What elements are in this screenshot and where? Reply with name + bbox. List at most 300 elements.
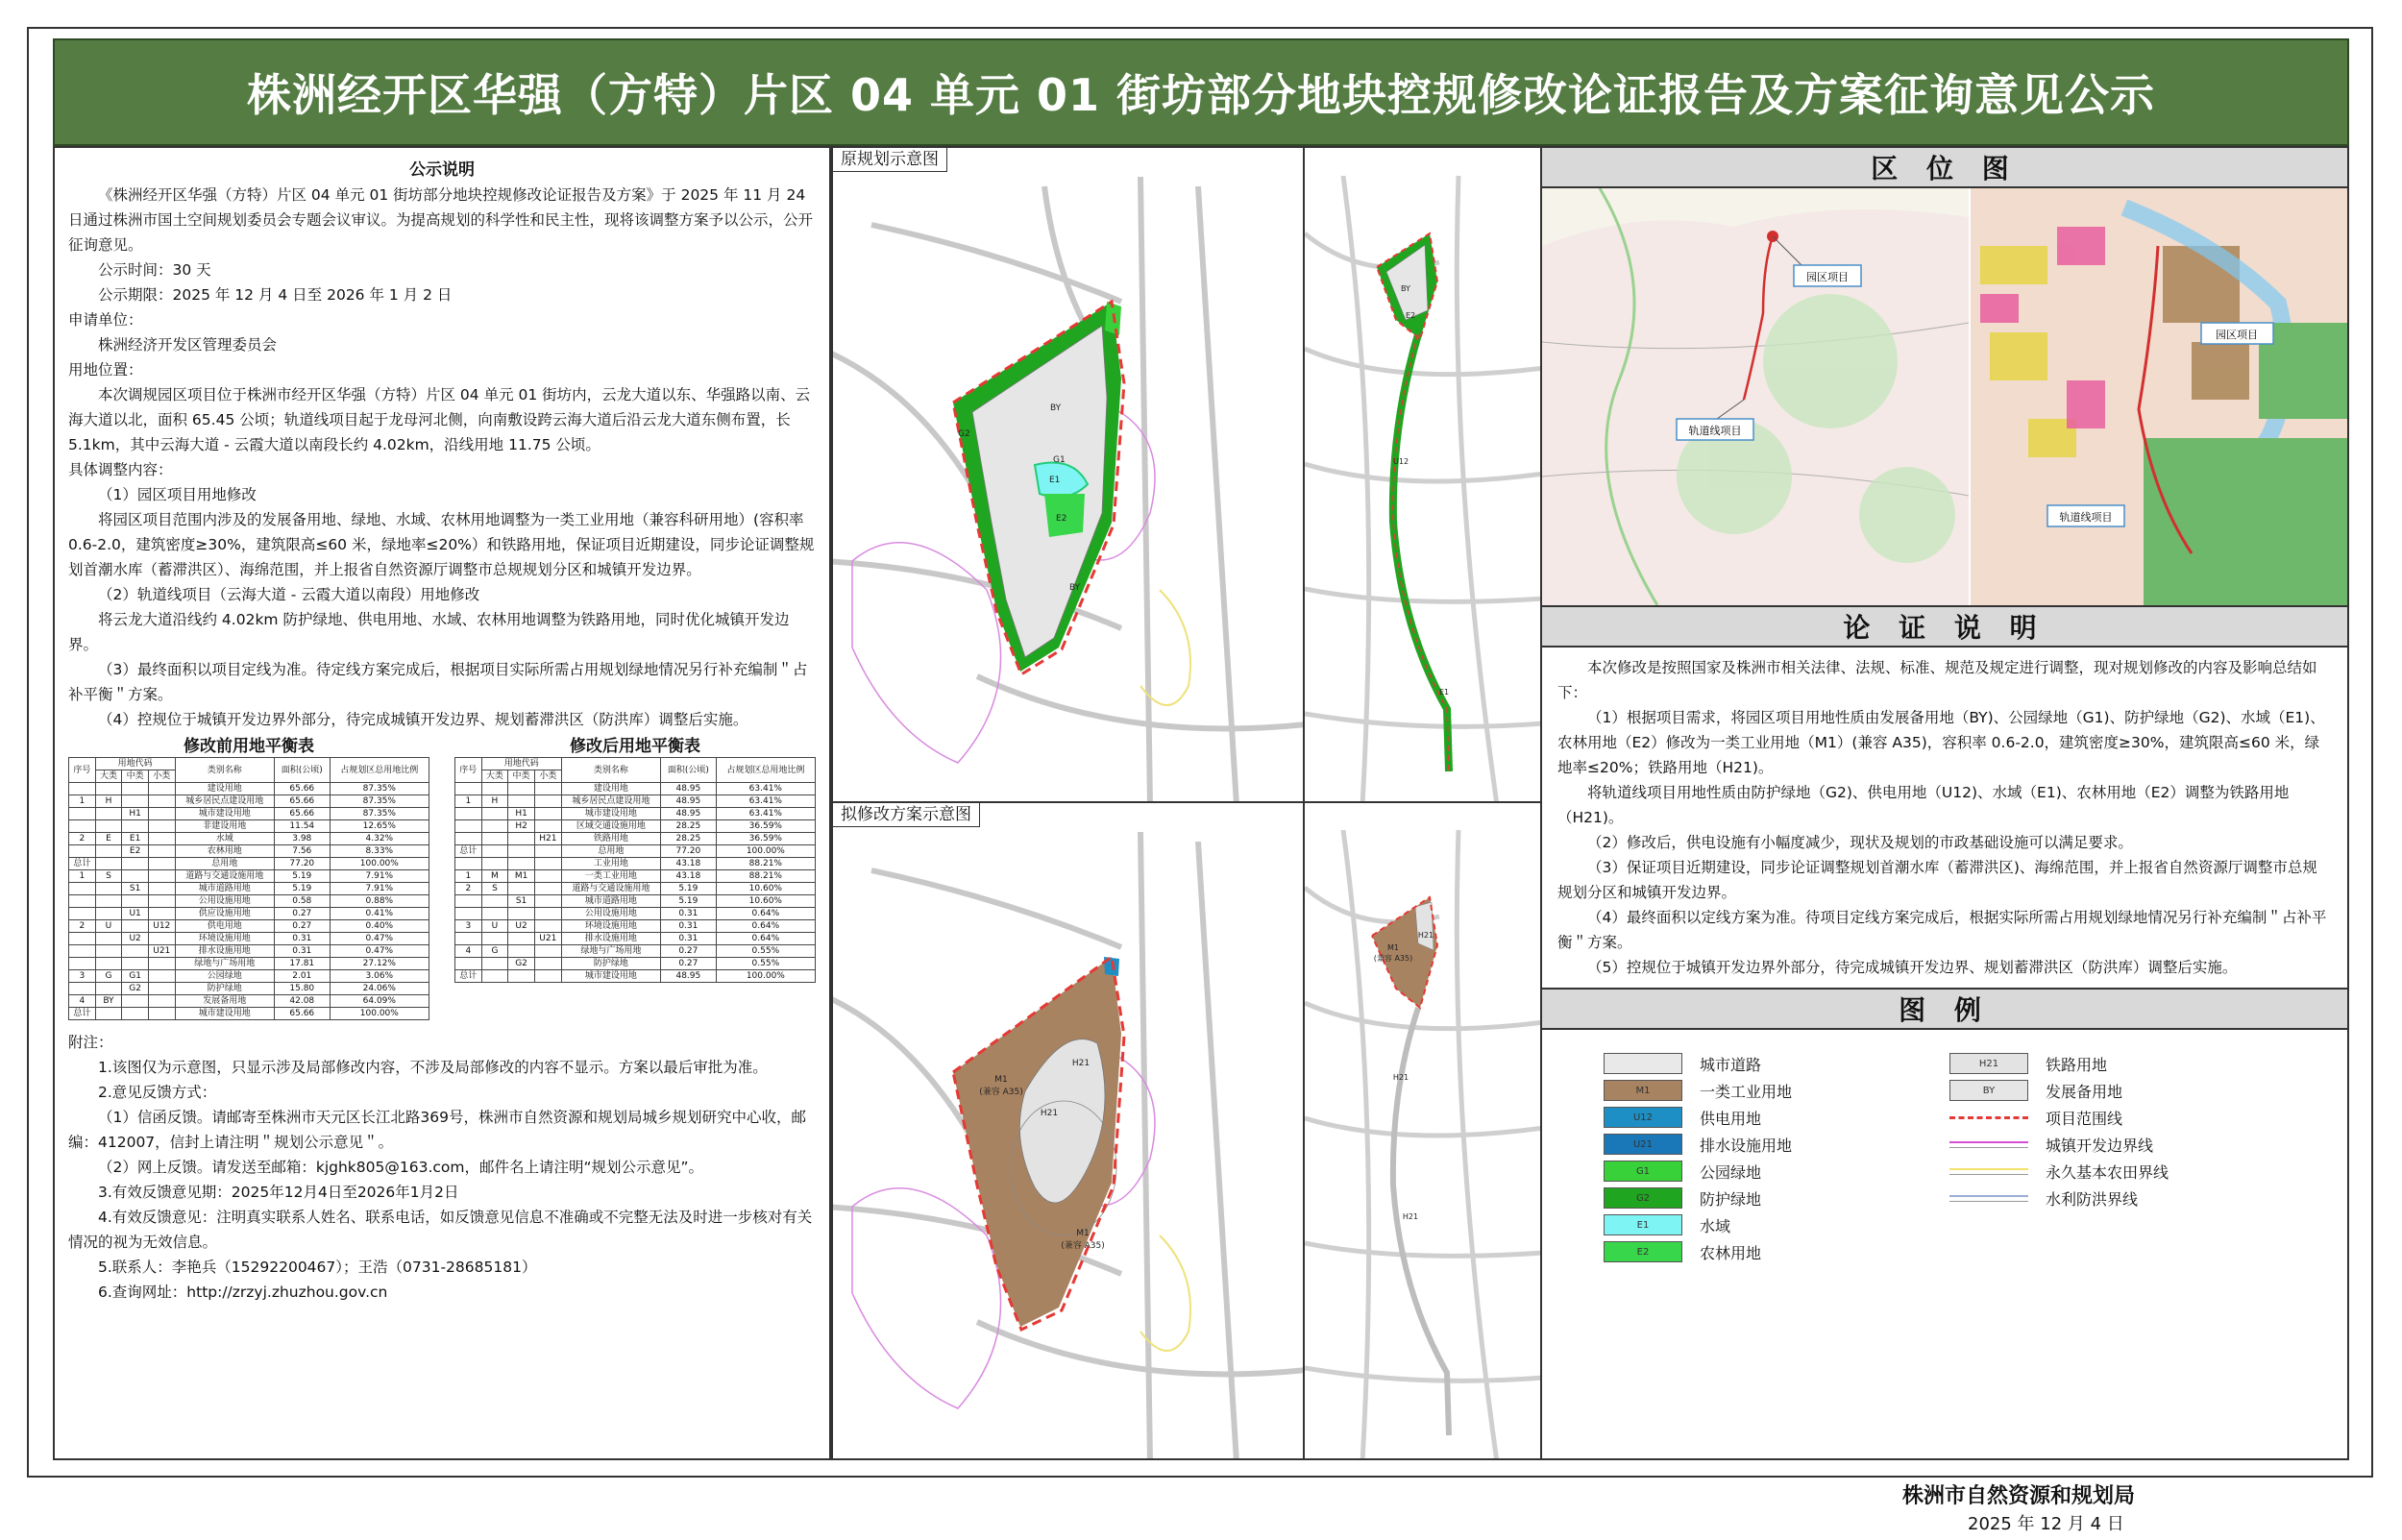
legend-swatch: H21 bbox=[1949, 1053, 2028, 1074]
table-cell bbox=[122, 858, 149, 870]
table-after-title: 修改后用地平衡表 bbox=[570, 737, 700, 756]
table-cell bbox=[534, 870, 561, 883]
table-cell: 4 bbox=[455, 945, 482, 958]
note-4: 4.有效反馈意见：注明真实联系人姓名、联系电话，如反馈意见信息不准确或不完整无法及时进一步核对有关情况的视为无效信息。 bbox=[68, 1209, 813, 1251]
table-cell bbox=[95, 983, 122, 995]
new-label-m1: M1 bbox=[994, 1075, 1008, 1085]
orig-map-rail bbox=[1303, 174, 1542, 803]
th-area: 面积(公顷) bbox=[661, 758, 717, 783]
table-cell: S1 bbox=[122, 883, 149, 895]
table-cell bbox=[508, 845, 535, 858]
table-row bbox=[455, 958, 816, 970]
table-row bbox=[455, 908, 816, 920]
th-seq: 序号 bbox=[69, 758, 96, 783]
table-cell: 7.56 bbox=[274, 845, 330, 858]
table-cell: 100.00% bbox=[716, 845, 815, 858]
location-heading: 区 位 图 bbox=[1542, 148, 2347, 188]
argument-1b: 将轨道线项目用地性质由防护绿地（G2)、供电用地（U12)、水域（E1)、农林用地（E2）调整为铁路用地（H21)。 bbox=[1557, 784, 2290, 826]
table-cell: 城乡居民点建设用地 bbox=[561, 795, 660, 808]
table-cell bbox=[69, 958, 96, 970]
notice-panel bbox=[53, 146, 831, 1460]
table-cell: 36.59% bbox=[716, 833, 815, 845]
legend-label: 防护绿地 bbox=[1700, 1189, 1762, 1209]
orig-label-by2: BY bbox=[1069, 583, 1081, 593]
content-label: 具体调整内容： bbox=[68, 461, 173, 478]
notes-heading: 附注： bbox=[68, 1034, 113, 1051]
legend-line bbox=[1949, 1141, 2028, 1148]
legend-item bbox=[1949, 1187, 2286, 1209]
table-cell: BY bbox=[95, 995, 122, 1008]
table-row bbox=[69, 870, 429, 883]
table-cell bbox=[534, 845, 561, 858]
table-row bbox=[69, 808, 429, 820]
table-cell: G1 bbox=[122, 970, 149, 983]
table-row bbox=[69, 933, 429, 945]
orig-map-rail-svg bbox=[1305, 176, 1542, 803]
table-cell bbox=[148, 908, 175, 920]
table-cell: 城市建设用地 bbox=[561, 970, 660, 983]
legend-swatch: U12 bbox=[1604, 1107, 1682, 1128]
rail-label-by: BY bbox=[1401, 284, 1410, 293]
table-cell: H bbox=[95, 795, 122, 808]
table-cell: 5.19 bbox=[661, 895, 717, 908]
legend-line-swatch bbox=[1949, 1161, 2028, 1182]
table-cell: 总计 bbox=[69, 1008, 96, 1020]
table-row bbox=[455, 808, 816, 820]
table-cell bbox=[69, 933, 96, 945]
table-cell: 防护绿地 bbox=[561, 958, 660, 970]
table-cell: U12 bbox=[148, 920, 175, 933]
table-row bbox=[455, 783, 816, 795]
table-cell bbox=[508, 795, 535, 808]
legend-item bbox=[1604, 1187, 1940, 1209]
table-cell: 道路与交通设施用地 bbox=[561, 883, 660, 895]
table-cell bbox=[69, 845, 96, 858]
orig-map-main bbox=[831, 146, 1305, 803]
new-label-m1b-compat: (兼容 A35) bbox=[1061, 1241, 1105, 1251]
legend-item bbox=[1604, 1161, 1940, 1182]
table-cell: 4.32% bbox=[330, 833, 429, 845]
balance-tables bbox=[68, 736, 816, 1020]
th-code: 用地代码 bbox=[481, 758, 561, 770]
table-cell bbox=[95, 783, 122, 795]
table-cell: 15.80 bbox=[274, 983, 330, 995]
table-cell: 公用设施用地 bbox=[561, 908, 660, 920]
th-ratio: 占规划区总用地比例 bbox=[330, 758, 429, 783]
table-cell bbox=[534, 808, 561, 820]
table-cell: 10.60% bbox=[716, 883, 815, 895]
legend-line-swatch bbox=[1949, 1187, 2028, 1209]
legend-label: 排水设施用地 bbox=[1700, 1136, 1793, 1155]
table-cell: 水域 bbox=[175, 833, 274, 845]
table-cell bbox=[95, 933, 122, 945]
legend-item bbox=[1949, 1214, 2286, 1235]
table-cell: U21 bbox=[148, 945, 175, 958]
table-cell bbox=[534, 958, 561, 970]
legend-swatch: U21 bbox=[1604, 1134, 1682, 1155]
legend-swatch: E2 bbox=[1604, 1241, 1682, 1262]
table-row bbox=[69, 995, 429, 1008]
table-cell: 1 bbox=[69, 795, 96, 808]
legend-label: 城市道路 bbox=[1700, 1055, 1762, 1074]
content-1-title: （1）园区项目用地修改 bbox=[98, 486, 257, 503]
new-map-main-svg bbox=[833, 803, 1305, 1460]
table-cell bbox=[534, 820, 561, 833]
table-cell: H1 bbox=[122, 808, 149, 820]
table-cell: 总用地 bbox=[561, 845, 660, 858]
table-cell: 24.06% bbox=[330, 983, 429, 995]
table-cell: 48.95 bbox=[661, 808, 717, 820]
table-cell: U1 bbox=[122, 908, 149, 920]
table-cell: S bbox=[95, 870, 122, 883]
table-cell: 0.40% bbox=[330, 920, 429, 933]
table-row bbox=[69, 833, 429, 845]
table-cell: 铁路用地 bbox=[561, 833, 660, 845]
table-cell: S1 bbox=[508, 895, 535, 908]
legend-swatch: E1 bbox=[1604, 1214, 1682, 1235]
table-before-body bbox=[69, 783, 429, 1020]
table-cell: 0.47% bbox=[330, 945, 429, 958]
th-name: 类别名称 bbox=[175, 758, 274, 783]
table-row bbox=[455, 970, 816, 983]
table-cell: 公园绿地 bbox=[175, 970, 274, 983]
table-cell bbox=[69, 908, 96, 920]
table-cell: 1 bbox=[455, 870, 482, 883]
legend-swatch: M1 bbox=[1604, 1080, 1682, 1101]
table-cell: G bbox=[95, 970, 122, 983]
table-cell: 建设用地 bbox=[175, 783, 274, 795]
legend-item bbox=[1604, 1241, 1940, 1262]
table-cell: E1 bbox=[122, 833, 149, 845]
table-cell: 环境设施用地 bbox=[175, 933, 274, 945]
table-cell: 1 bbox=[69, 870, 96, 883]
content-4-text: （4）控规位于城镇开发边界外部分，待完成城镇开发边界、规划蓄滞洪区（防洪库）调整后实施。 bbox=[98, 711, 748, 728]
legend-label: 水域 bbox=[1700, 1216, 1731, 1235]
new-label-m1-compat: (兼容 A35) bbox=[979, 1088, 1023, 1097]
table-row bbox=[69, 970, 429, 983]
table-cell bbox=[481, 808, 508, 820]
page-title: 株洲经开区华强（方特）片区 04 单元 01 街坊部分地块控规修改论证报告及方案征询意见公示 bbox=[53, 38, 2349, 146]
table-cell bbox=[455, 833, 482, 845]
orig-map-caption: 原规划示意图 bbox=[833, 148, 947, 172]
table-cell: 0.64% bbox=[716, 908, 815, 920]
table-row bbox=[69, 1008, 429, 1020]
table-cell: 42.08 bbox=[274, 995, 330, 1008]
footer-org: 株洲市自然资源和规划局 bbox=[1902, 1484, 2136, 1508]
table-cell: 总用地 bbox=[175, 858, 274, 870]
table-cell: 65.66 bbox=[274, 795, 330, 808]
table-cell bbox=[69, 945, 96, 958]
legend-item bbox=[1949, 1134, 2286, 1155]
table-row bbox=[455, 945, 816, 958]
table-row bbox=[69, 958, 429, 970]
table-cell: 8.33% bbox=[330, 845, 429, 858]
location-maps bbox=[1542, 188, 2347, 607]
table-cell: 0.58 bbox=[274, 895, 330, 908]
table-cell bbox=[508, 945, 535, 958]
location-map-left-svg bbox=[1542, 188, 1969, 605]
table-cell: H21 bbox=[534, 833, 561, 845]
new-rail-label-m1-compat: (兼容 A35) bbox=[1373, 954, 1413, 963]
table-cell bbox=[122, 795, 149, 808]
table-cell: 3.98 bbox=[274, 833, 330, 845]
table-cell bbox=[69, 783, 96, 795]
table-cell bbox=[148, 845, 175, 858]
table-cell: 77.20 bbox=[661, 845, 717, 858]
table-cell bbox=[69, 808, 96, 820]
legend-line bbox=[1949, 1195, 2028, 1202]
legend-label: 项目范围线 bbox=[2046, 1109, 2123, 1128]
table-cell: 48.95 bbox=[661, 795, 717, 808]
table-cell: 3 bbox=[455, 920, 482, 933]
table-cell: G bbox=[481, 945, 508, 958]
location-map-left bbox=[1542, 188, 1971, 605]
table-cell: U bbox=[481, 920, 508, 933]
note-2b: （2）网上反馈。请发送至邮箱：kjghk805@163.com，邮件名上请注明“规划公示意见”。 bbox=[98, 1159, 704, 1176]
table-cell: 城市建设用地 bbox=[561, 808, 660, 820]
table-cell: H bbox=[481, 795, 508, 808]
table-cell bbox=[534, 945, 561, 958]
table-cell bbox=[534, 858, 561, 870]
table-cell: 63.41% bbox=[716, 808, 815, 820]
loc-right-park-label: 园区项目 bbox=[2216, 329, 2258, 341]
new-label-h21: H21 bbox=[1071, 1059, 1091, 1068]
table-cell bbox=[148, 1008, 175, 1020]
table-cell: G2 bbox=[508, 958, 535, 970]
footer-date: 2025 年 12 月 4 日 bbox=[1968, 1514, 2124, 1534]
table-cell: 100.00% bbox=[716, 970, 815, 983]
table-cell: 0.31 bbox=[661, 933, 717, 945]
notice-range: 公示期限：2025 年 12 月 4 日至 2026 年 1 月 2 日 bbox=[98, 286, 453, 304]
table-cell bbox=[508, 970, 535, 983]
table-cell: 总计 bbox=[455, 845, 482, 858]
new-map-main bbox=[831, 801, 1305, 1460]
table-cell bbox=[122, 958, 149, 970]
table-cell: 87.35% bbox=[330, 783, 429, 795]
th-ratio: 占规划区总用地比例 bbox=[716, 758, 815, 783]
legend-label: 农林用地 bbox=[1700, 1243, 1762, 1262]
table-before-box bbox=[68, 736, 429, 1020]
table-cell: E bbox=[95, 833, 122, 845]
orig-label-g1: G1 bbox=[1053, 455, 1066, 465]
table-cell: 2.01 bbox=[274, 970, 330, 983]
table-cell bbox=[534, 920, 561, 933]
applicant-label: 申请单位： bbox=[68, 311, 143, 329]
table-cell: 63.41% bbox=[716, 783, 815, 795]
applicant-name: 株洲经济开发区管理委员会 bbox=[98, 336, 278, 354]
table-row bbox=[455, 933, 816, 945]
table-cell bbox=[481, 958, 508, 970]
table-cell bbox=[95, 1008, 122, 1020]
table-row bbox=[69, 945, 429, 958]
table-cell bbox=[69, 895, 96, 908]
table-cell: 农林用地 bbox=[175, 845, 274, 858]
new-map-rail-top bbox=[1303, 801, 1542, 830]
table-cell bbox=[148, 783, 175, 795]
legend-item bbox=[1949, 1080, 2286, 1101]
table-cell: 65.66 bbox=[274, 783, 330, 795]
table-cell: 道路与交通设施用地 bbox=[175, 870, 274, 883]
table-cell: E2 bbox=[122, 845, 149, 858]
table-cell: 0.27 bbox=[661, 958, 717, 970]
table-cell: 0.31 bbox=[661, 920, 717, 933]
table-cell: 总计 bbox=[455, 970, 482, 983]
table-cell bbox=[95, 858, 122, 870]
th-code: 用地代码 bbox=[95, 758, 175, 770]
orig-map-main-svg bbox=[833, 148, 1305, 803]
table-cell: 区域交通设施用地 bbox=[561, 820, 660, 833]
table-cell: 绿地与广场用地 bbox=[561, 945, 660, 958]
th-minor: 小类 bbox=[148, 770, 175, 783]
table-cell: 0.64% bbox=[716, 933, 815, 945]
note-1: 1.该图仅为示意图，只显示涉及局部修改内容，不涉及局部修改的内容不显示。方案以最后审批为准。 bbox=[98, 1059, 768, 1076]
table-row bbox=[69, 820, 429, 833]
table-after-body bbox=[455, 783, 816, 983]
table-cell: 城市建设用地 bbox=[175, 808, 274, 820]
legend-line-swatch bbox=[1949, 1107, 2028, 1128]
table-cell: 43.18 bbox=[661, 870, 717, 883]
table-cell: 城市建设用地 bbox=[175, 1008, 274, 1020]
table-cell: 0.27 bbox=[661, 945, 717, 958]
table-cell: 排水设施用地 bbox=[561, 933, 660, 945]
table-cell bbox=[481, 833, 508, 845]
orig-label-g2: G2 bbox=[958, 429, 970, 439]
new-rail-label-m1: M1 bbox=[1387, 943, 1399, 952]
new-label-m1b: M1 bbox=[1076, 1229, 1090, 1238]
table-cell: 供应设施用地 bbox=[175, 908, 274, 920]
orig-label-e1: E1 bbox=[1049, 476, 1061, 485]
table-cell bbox=[69, 820, 96, 833]
rail-label-e2: E2 bbox=[1406, 311, 1416, 320]
note-5: 5.联系人：李艳兵（15292200467）；王浩（0731-28685181） bbox=[98, 1259, 537, 1276]
table-cell: 28.25 bbox=[661, 833, 717, 845]
table-cell: 0.31 bbox=[274, 933, 330, 945]
table-cell bbox=[534, 970, 561, 983]
table-cell: 4 bbox=[69, 995, 96, 1008]
table-cell bbox=[455, 895, 482, 908]
table-cell bbox=[481, 933, 508, 945]
land-label: 用地位置： bbox=[68, 361, 143, 379]
table-row bbox=[455, 883, 816, 895]
table-cell: 供电用地 bbox=[175, 920, 274, 933]
legend-label: 供电用地 bbox=[1700, 1109, 1762, 1128]
table-cell bbox=[148, 870, 175, 883]
table-cell bbox=[122, 820, 149, 833]
table-cell: 7.91% bbox=[330, 870, 429, 883]
table-row bbox=[455, 845, 816, 858]
table-cell: 0.47% bbox=[330, 933, 429, 945]
table-cell: 城市道路用地 bbox=[561, 895, 660, 908]
table-cell bbox=[122, 783, 149, 795]
new-rail-label-h21: H21 bbox=[1417, 931, 1434, 940]
table-cell bbox=[148, 983, 175, 995]
table-row bbox=[69, 795, 429, 808]
location-map-right-svg bbox=[1971, 188, 2349, 605]
table-cell: M1 bbox=[508, 870, 535, 883]
notice-intro: 《株洲经开区华强（方特）片区 04 单元 01 街坊部分地块控规修改论证报告及方案》于 2025 年 11 月 24 日通过株洲市国土空间规划委员会专题会议审议。为提高规划的科学性和民主性，现将该调整方案予以公示，公开征询意见。 bbox=[68, 186, 814, 254]
table-cell: 10.60% bbox=[716, 895, 815, 908]
note-2: 2.意见反馈方式： bbox=[98, 1084, 217, 1101]
content-1-text: 将园区项目范围内涉及的发展备用地、绿地、水域、农林用地调整为一类工业用地（兼容科研用地）(容积率 0.6-2.0，建筑密度≥30%，建筑限高≤60 米，绿地率≤20%）和铁路用地，保证项目近期建设，同步论证调整规划首潮水库（蓄滞洪区）、海绵范围，并上报省自然资源厅调整市总规规划分区和城镇开发边界。 bbox=[68, 511, 815, 578]
table-cell: 城市道路用地 bbox=[175, 883, 274, 895]
new-rail-label-h21c: H21 bbox=[1402, 1212, 1419, 1221]
table-cell bbox=[95, 895, 122, 908]
table-cell: U21 bbox=[534, 933, 561, 945]
table-cell: 100.00% bbox=[330, 858, 429, 870]
th-major: 大类 bbox=[95, 770, 122, 783]
legend-label: 一类工业用地 bbox=[1700, 1082, 1793, 1101]
table-cell: 5.19 bbox=[274, 870, 330, 883]
table-cell: S bbox=[481, 883, 508, 895]
content-3-text: （3）最终面积以项目定线为准。待定线方案完成后，根据项目实际所需占用规划绿地情况另行补充编制＂占补平衡＂方案。 bbox=[68, 661, 808, 703]
legend-line bbox=[1949, 1168, 2028, 1175]
table-cell: 28.25 bbox=[661, 820, 717, 833]
table-cell: 65.66 bbox=[274, 808, 330, 820]
table-cell: 排水设施用地 bbox=[175, 945, 274, 958]
table-cell bbox=[534, 908, 561, 920]
table-cell: 0.88% bbox=[330, 895, 429, 908]
table-cell bbox=[455, 908, 482, 920]
table-cell bbox=[455, 820, 482, 833]
table-cell: 64.09% bbox=[330, 995, 429, 1008]
table-cell bbox=[534, 895, 561, 908]
legend-swatch bbox=[1604, 1053, 1682, 1074]
table-after bbox=[454, 757, 816, 983]
th-mid: 中类 bbox=[508, 770, 535, 783]
legend-item bbox=[1949, 1053, 2286, 1074]
table-cell: 87.35% bbox=[330, 795, 429, 808]
table-cell: H1 bbox=[508, 808, 535, 820]
table-cell bbox=[148, 795, 175, 808]
table-cell: 0.55% bbox=[716, 945, 815, 958]
table-cell bbox=[122, 920, 149, 933]
argument-3: （3）保证项目近期建设，同步论证调整规划首潮水库（蓄滞洪区)、海绵范围，并上报省自然资源厅调整市总规规划分区和城镇开发边界。 bbox=[1557, 859, 2317, 901]
table-cell bbox=[148, 808, 175, 820]
table-row bbox=[455, 870, 816, 883]
table-cell: 88.21% bbox=[716, 858, 815, 870]
table-cell: 27.12% bbox=[330, 958, 429, 970]
legend-label: 铁路用地 bbox=[2046, 1055, 2108, 1074]
table-cell: 43.18 bbox=[661, 858, 717, 870]
loc-right-rail-label: 轨道线项目 bbox=[2059, 511, 2113, 524]
table-cell: 0.27 bbox=[274, 920, 330, 933]
table-cell bbox=[481, 858, 508, 870]
new-rail-label-h21b: H21 bbox=[1392, 1073, 1409, 1082]
table-cell: 绿地与广场用地 bbox=[175, 958, 274, 970]
note-2a: （1）信函反馈。请邮寄至株洲市天元区长江北路369号，株洲市自然资源和规划局城乡规划研究中心收，邮编：412007，信封上请注明＂规划公示意见＂。 bbox=[68, 1109, 806, 1151]
table-row bbox=[69, 908, 429, 920]
rail-label-e1: E1 bbox=[1439, 688, 1450, 697]
argument-4: （4）最终面积以定线方案为准。待项目定线方案完成后，根据实际所需占用规划绿地情况另行补充编制＂占补平衡＂方案。 bbox=[1557, 909, 2327, 951]
loc-left-park-label: 园区项目 bbox=[1806, 271, 1849, 283]
table-cell: 总计 bbox=[69, 858, 96, 870]
table-cell: 0.41% bbox=[330, 908, 429, 920]
table-cell bbox=[95, 845, 122, 858]
table-row bbox=[455, 795, 816, 808]
table-cell bbox=[455, 858, 482, 870]
content-2-title: （2）轨道线项目（云海大道 - 云霞大道以南段）用地修改 bbox=[98, 586, 480, 603]
legend-item bbox=[1949, 1161, 2286, 1182]
land-text: 本次调规园区项目位于株洲市经开区华强（方特）片区 04 单元 01 街坊内，云龙大道以东、华强路以南、云海大道以北，面积 65.45 公顷；轨道线项目起于龙母河北侧，向南敷设跨云海大道后沿云龙大道东侧布置，长 5.1km，其中云海大道 - 云霞大道以南段长约 4.02km，沿线用地 11.75 公顷。 bbox=[68, 386, 811, 453]
th-name: 类别名称 bbox=[561, 758, 660, 783]
table-before bbox=[68, 757, 429, 1020]
table-row bbox=[69, 920, 429, 933]
table-cell: 11.54 bbox=[274, 820, 330, 833]
notice-heading: 公示说明 bbox=[409, 160, 475, 180]
table-cell: 非建设用地 bbox=[175, 820, 274, 833]
th-minor: 小类 bbox=[534, 770, 561, 783]
argument-2: （2）修改后，供电设施有小幅度减少，现状及规划的市政基础设施可以满足要求。 bbox=[1587, 834, 2133, 851]
